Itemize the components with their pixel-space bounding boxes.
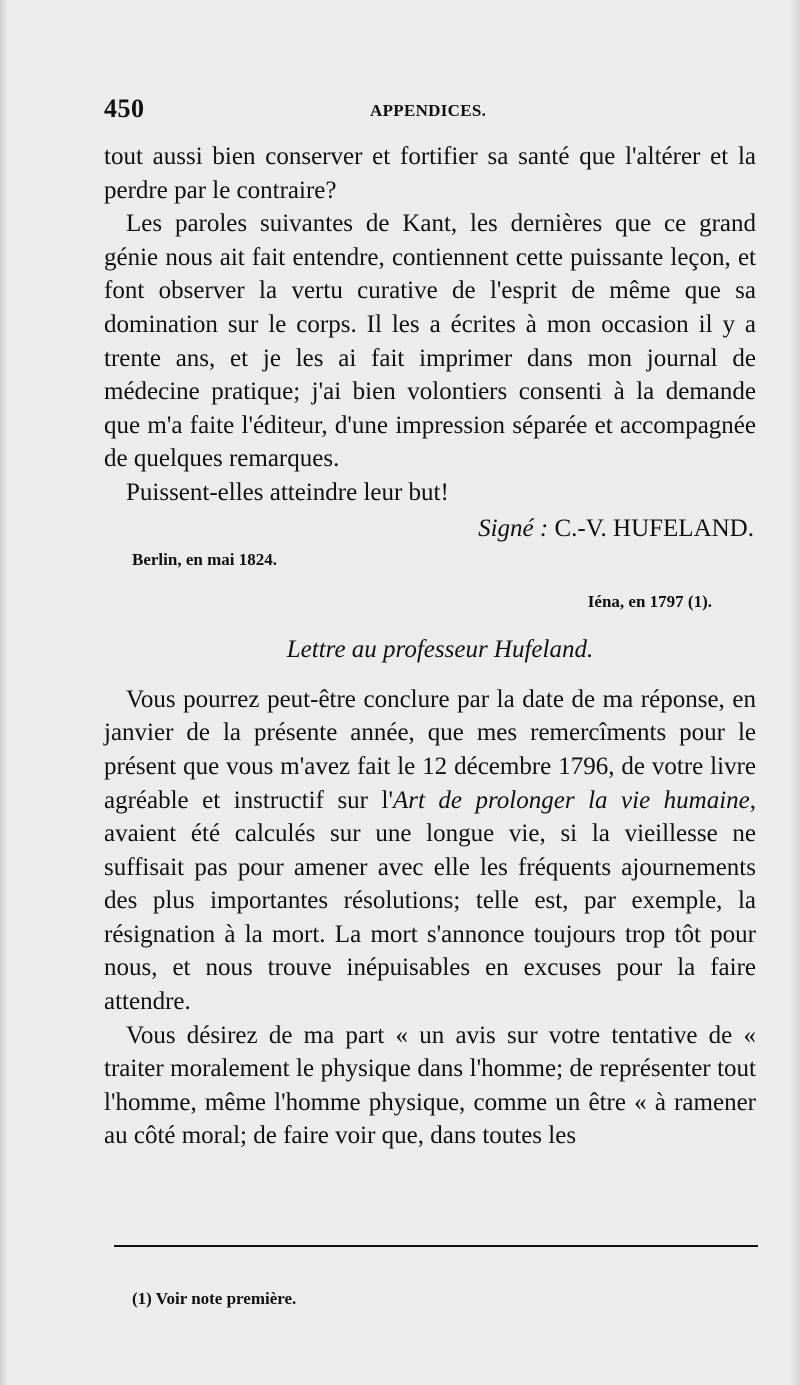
letter-paragraph-1 bbox=[104, 683, 756, 1019]
paper-edge-left bbox=[0, 0, 8, 1385]
letter-p1-start: Vous pourrez peut-être conclure par la date de ma réponse, en janvier de la présente année, que mes remercîments pour le présent que vous m'avez fait le 12 décembre 1796, de votre livre agréable et instructif sur l' bbox=[104, 685, 756, 814]
paragraph-kant-words: Les paroles suivantes de Kant, les dernières que ce grand génie nous ait fait entendre, contiennent cette puissante leçon, et font observer la vertu curative de l'esprit de même que sa domination sur le corps. Il les a écrites à mon occasion il y a trente ans, et je les ai fait imprimer dans mon journal de médecine pratique; j'ai bien volontiers consenti à la demande que m'a faite l'éditeur, d'une impression séparée et accompagnée de quelques remarques. bbox=[104, 210, 756, 473]
signature-label: Signé : bbox=[478, 514, 549, 542]
running-head: APPENDICES. bbox=[370, 101, 487, 120]
page-number: 450 bbox=[104, 94, 145, 123]
signature-name: C.-V. HUFELAND. bbox=[554, 514, 754, 542]
place-date-iena: Iéna, en 1797 (1). bbox=[587, 592, 712, 612]
book-title-italic: Art de prolonger la vie humaine bbox=[392, 786, 750, 814]
footnote: (1) Voir note première. bbox=[132, 1289, 297, 1308]
paragraph-wish: Puissent-elles atteindre leur but! bbox=[126, 478, 449, 506]
letter-title: Lettre au professeur Hufeland. bbox=[286, 636, 594, 664]
footnote-rule bbox=[114, 1245, 758, 1247]
letter-paragraph-2: Vous désirez de ma part « un avis sur votre tentative de « traiter moralement le physique dans l'homme; de représenter tout l'homme, même l'homme physique, comme un être « à ramener au côté moral; de faire voir que, dans toutes les bbox=[104, 1021, 756, 1150]
paper-edge-right bbox=[790, 0, 800, 1385]
page-body bbox=[104, 140, 756, 1153]
paragraph-continuation: tout aussi bien conserver et fortifier sa santé que l'altérer et la perdre par le contraire? bbox=[104, 143, 756, 204]
page-header bbox=[104, 94, 754, 128]
signature-line bbox=[104, 512, 756, 546]
letter-p1-end: , avaient été calculés sur une longue vie, si la vieillesse ne suffisait pas pour amener avec elle les fréquents ajournements des plus importantes résolutions; telle est, par exemple, la résignation à la mort. La mort s'annonce toujours trop tôt pour nous, et nous trouve inépuisables en excuses pour la faire attendre. bbox=[104, 786, 757, 1016]
place-date-berlin: Berlin, en mai 1824. bbox=[132, 550, 277, 570]
